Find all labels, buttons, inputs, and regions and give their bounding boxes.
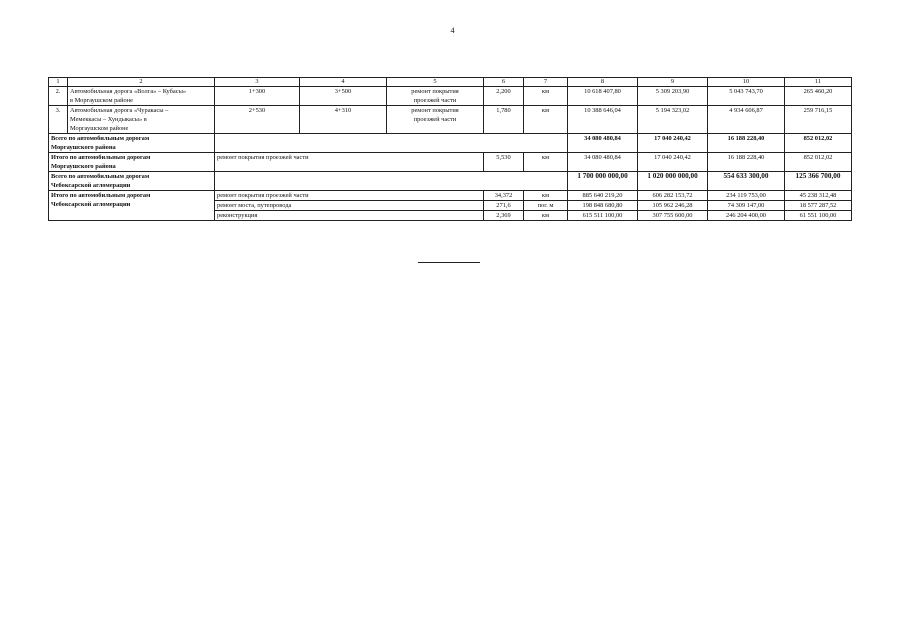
value-col11: 852 012,02 [785,134,852,153]
unit: км [524,191,568,201]
value-col11: 61 551 100,00 [785,211,852,221]
work-type: ремонт моста, путепровода [215,201,484,211]
header-cell: 2 [68,78,215,87]
road-name [68,87,215,106]
header-cell: 6 [484,78,524,87]
subtotal-label-line: Чебоксарской агломерации [51,201,131,208]
length: 271,6 [484,201,524,211]
work-type-line: ремонт покрытия [411,88,459,95]
unit: км [524,153,568,172]
length: 1,780 [484,106,524,134]
value-total: 615 511 100,00 [568,211,638,221]
value-col9: 307 755 600,00 [638,211,708,221]
road-name [68,106,215,134]
subtotal-district-row [49,153,852,172]
value-total: 198 848 680,80 [568,201,638,211]
value-col10: 554 633 300,00 [708,172,785,191]
value-col11: 18 577 287,52 [785,201,852,211]
end-km: 3+500 [300,87,387,106]
value-total: 34 080 480,84 [568,153,638,172]
unit: км [524,87,568,106]
header-cell: 10 [708,78,785,87]
length: 2,200 [484,87,524,106]
value-col11: 125 366 700,00 [785,172,852,191]
start-km: 2+530 [215,106,300,134]
value-col10: 16 188 228,40 [708,153,785,172]
value-col10: 5 043 743,70 [708,87,785,106]
subtotal-agglo-row [49,191,852,201]
end-divider [418,262,480,263]
subtotal-label-line: Итого по автомобильным дорогам [51,192,151,199]
header-cell: 11 [785,78,852,87]
unit: пог. м [524,201,568,211]
total-label-line: Моргаушского района [51,144,116,151]
work-type-line: проезжей части [413,97,457,104]
end-km: 4+310 [300,106,387,134]
road-name-line: Мемеккасы – Хундыкасы» в [70,116,147,123]
subtotal-label-line: Моргаушского района [51,163,116,170]
value-col10: 234 119 753,00 [708,191,785,201]
header-cell: 9 [638,78,708,87]
empty-cell [215,172,568,191]
total-label [49,172,215,191]
value-col9: 606 282 153,72 [638,191,708,201]
unit: км [524,211,568,221]
work-type [387,106,484,134]
work-type [387,87,484,106]
value-col10: 16 188 228,40 [708,134,785,153]
work-type-line: ремонт покрытия [411,107,459,114]
value-total: 885 640 219,20 [568,191,638,201]
subtotal-label-line: Итого по автомобильным дорогам [51,154,151,161]
header-cell: 4 [300,78,387,87]
total-agglo-row [49,172,852,191]
value-total: 10 618 407,80 [568,87,638,106]
total-district-row [49,134,852,153]
value-col10: 74 309 147,00 [708,201,785,211]
work-type: ремонт покрытия проезжей части [215,153,484,172]
unit: км [524,106,568,134]
subtotal-label [49,191,215,221]
empty-cell [215,134,568,153]
length: 2,369 [484,211,524,221]
value-col11: 259 716,15 [785,106,852,134]
work-type: реконструкция [215,211,484,221]
value-col9: 5 309 203,90 [638,87,708,106]
road-name-line: Моргаушском районе [70,125,129,132]
total-label-line: Чебоксарской агломерации [51,182,131,189]
road-name-line: Автомобильная дорога «Волга» – Кубасы» [70,88,187,95]
road-name-line: Автомобильная дорога «Чуракасы – [70,107,169,114]
road-name-line: в Моргаушском районе [70,97,134,104]
total-label [49,134,215,153]
value-col9: 5 194 323,02 [638,106,708,134]
value-col10: 246 204 400,00 [708,211,785,221]
header-cell: 7 [524,78,568,87]
table-row [49,106,852,134]
length: 34,372 [484,191,524,201]
row-number: 2. [49,87,68,106]
value-col11: 265 460,20 [785,87,852,106]
start-km: 1+300 [215,87,300,106]
value-total: 1 700 000 000,00 [568,172,638,191]
length: 5,530 [484,153,524,172]
header-cell: 5 [387,78,484,87]
subtotal-label [49,153,215,172]
total-label-line: Всего по автомобильным дорогам [51,173,150,180]
row-number: 3. [49,106,68,134]
work-type-line: проезжей части [413,116,457,123]
header-cell: 8 [568,78,638,87]
value-total: 34 080 480,84 [568,134,638,153]
value-col9: 1 020 000 000,00 [638,172,708,191]
road-works-table [48,77,852,221]
value-col11: 852 012,02 [785,153,852,172]
column-numbers-row [49,78,852,87]
value-col9: 105 962 246,28 [638,201,708,211]
value-col11: 45 238 312,48 [785,191,852,201]
value-col9: 17 040 240,42 [638,153,708,172]
header-cell: 1 [49,78,68,87]
table-row [49,87,852,106]
page-number: 4 [450,26,455,35]
value-col10: 4 934 606,87 [708,106,785,134]
work-type: ремонт покрытия проезжей части [215,191,484,201]
value-col9: 17 040 240,42 [638,134,708,153]
value-total: 10 388 646,04 [568,106,638,134]
header-cell: 3 [215,78,300,87]
total-label-line: Всего по автомобильным дорогам [51,135,150,142]
